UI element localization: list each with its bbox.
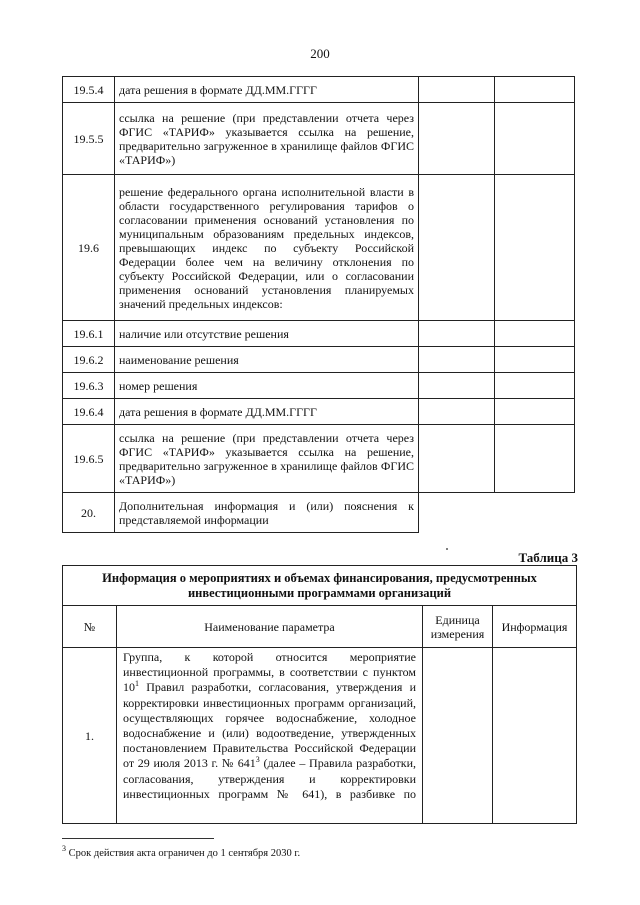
table-row xyxy=(63,648,577,824)
table-row xyxy=(63,77,575,103)
row-parameter: ссылка на решение (при представлении отчета через ФГИС «ТАРИФ» указывается ссылка на решение, предварительно загруженное в хранилище файлов ФГИС «ТАРИФ») xyxy=(115,425,419,493)
row-info-cell xyxy=(495,425,575,493)
table-row xyxy=(63,493,575,533)
table-row xyxy=(63,399,575,425)
row-number: 19.6.3 xyxy=(63,373,115,399)
row-parameter: ссылка на решение (при представлении отчета через ФГИС «ТАРИФ» указывается ссылка на решение, предварительно загруженное в хранилище файлов ФГИС «ТАРИФ») xyxy=(115,103,419,175)
footnote-divider xyxy=(62,838,214,839)
row-unit-cell xyxy=(419,321,495,347)
row-number: 19.6.2 xyxy=(63,347,115,373)
footnote xyxy=(62,844,301,859)
footnote-marker: 3 xyxy=(62,844,66,853)
row-unit-cell xyxy=(423,648,493,824)
table-row xyxy=(63,425,575,493)
row-unit-cell xyxy=(419,425,495,493)
row-number: 19.5.5 xyxy=(63,103,115,175)
row-parameter: Дополнительная информация и (или) пояснения к представляемой информации xyxy=(115,493,419,533)
table-title-row xyxy=(63,566,577,606)
row-unit-cell xyxy=(419,399,495,425)
table-row xyxy=(63,373,575,399)
row-text-part: Правил разработки, согласования, утверждения и корректировки инвестиционных программ организаций, осуществляющих горячее водоснабжение, холодное водоснабжение и (или) водоотведение, утвержденных постановлением Правительства Российской Федерации от 29 июля 2013 г. № 641 xyxy=(123,680,416,771)
row-info-cell xyxy=(495,347,575,373)
row-number: 1. xyxy=(63,648,117,824)
parameters-table-continued xyxy=(62,76,575,533)
row-parameter: дата решения в формате ДД.ММ.ГГГГ xyxy=(115,399,419,425)
footnote-text: Срок действия акта ограничен до 1 сентября 2030 г. xyxy=(66,848,301,859)
row-number: 19.6.1 xyxy=(63,321,115,347)
row-number: 19.5.4 xyxy=(63,77,115,103)
table-row xyxy=(63,175,575,321)
row-number: 20. xyxy=(63,493,115,533)
row-info-cell xyxy=(495,321,575,347)
header-information: Информация xyxy=(493,606,577,648)
row-info-cell xyxy=(495,77,575,103)
row-parameter: наименование решения xyxy=(115,347,419,373)
table-caption: Таблица 3 xyxy=(518,550,578,565)
row-parameter: решение федерального органа исполнительной власти в области государственного регулирования тарифов о согласовании применения оснований установления по муниципальным образованиям предельных индексов, превышающих индекс по субъекту Российской Федерации более чем на величину отклонения по субъекту Российской Федерации, или о согласовании применения оснований установления планируемых значений предельных индексов: xyxy=(115,175,419,321)
row-info-cell xyxy=(495,175,575,321)
row-unit-cell xyxy=(419,77,495,103)
footnote-ref: 3 xyxy=(255,755,260,765)
table-header-row xyxy=(63,606,577,648)
table-title: Информация о мероприятиях и объемах финансирования, предусмотренных инвестиционными программами организаций xyxy=(63,566,577,606)
row-parameter: дата решения в формате ДД.ММ.ГГГГ xyxy=(115,77,419,103)
header-unit: Единица измерения xyxy=(423,606,493,648)
table-row xyxy=(63,103,575,175)
row-parameter: наличие или отсутствие решения xyxy=(115,321,419,347)
row-unit-cell xyxy=(419,175,495,321)
scan-speck xyxy=(446,548,448,550)
row-unit-cell xyxy=(419,373,495,399)
header-parameter: Наименование параметра xyxy=(117,606,423,648)
row-info-cell xyxy=(495,373,575,399)
row-info-cell xyxy=(495,103,575,175)
row-parameter xyxy=(117,648,423,824)
row-text-part: Группа, к которой относится мероприятие инвестиционной программы, в соответствии с пунктом 10 xyxy=(123,650,416,695)
row-unit-cell xyxy=(419,347,495,373)
table-row xyxy=(63,347,575,373)
page-number: 200 xyxy=(310,46,330,61)
row-number: 19.6.5 xyxy=(63,425,115,493)
row-parameter: номер решения xyxy=(115,373,419,399)
footnote-ref: 1 xyxy=(135,679,139,689)
table-row xyxy=(63,321,575,347)
row-text-part: (далее – Правила разработки, согласования, утверждения и корректировки инвестиционных программ № 641), в разбивке по xyxy=(123,756,417,801)
investment-programs-table xyxy=(62,565,577,824)
row-number: 19.6.4 xyxy=(63,399,115,425)
row-info-cell xyxy=(495,399,575,425)
row-unit-cell xyxy=(419,103,495,175)
row-number: 19.6 xyxy=(63,175,115,321)
header-number: № xyxy=(63,606,117,648)
row-info-cell xyxy=(493,648,577,824)
